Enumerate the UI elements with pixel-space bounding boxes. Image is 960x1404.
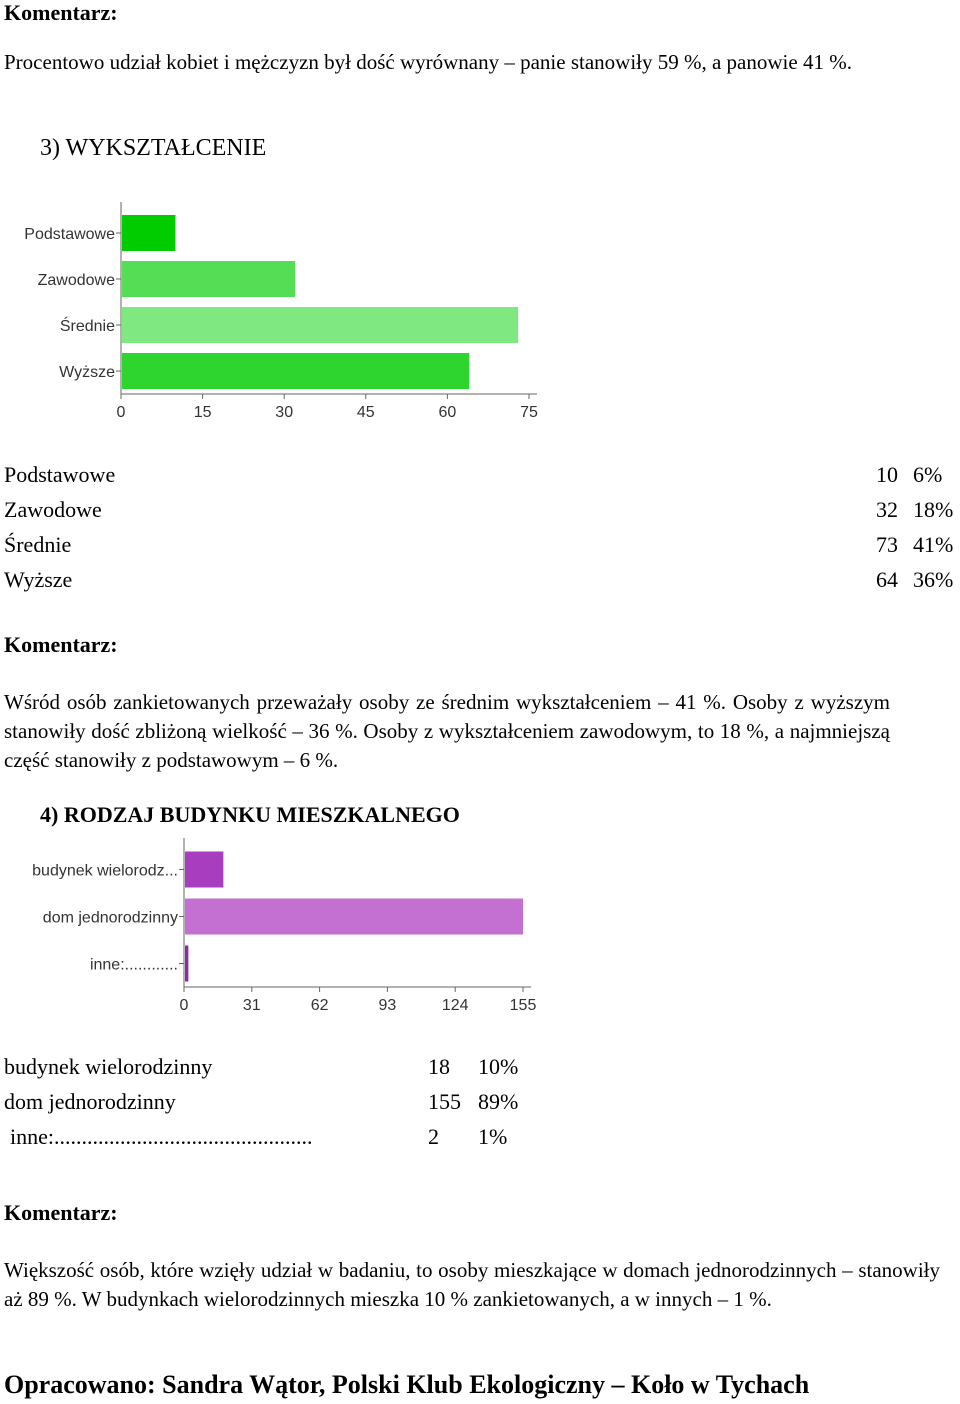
row-count: 18 [428,1054,450,1079]
row-count: 2 [428,1124,439,1149]
row-percent: 6% [913,462,943,487]
category-label: inne:............ [89,956,178,974]
row-label: Średnie [4,532,72,557]
category-label: Zawodowe [37,272,115,289]
tick-label: 75 [520,404,538,421]
row-percent: 89% [478,1089,519,1114]
tick-label: 0 [179,997,189,1014]
row-percent: 1% [478,1124,508,1149]
section3-comment-label: Komentarz: [4,632,118,657]
tick-label: 0 [116,404,126,421]
section3-comment-text: Wśród osób zankietowanych przeważały osoby ze średnim wykształceniem – 41 %. Osoby z wyższym stanowiły dość zbliżoną wielkość – 36 %. Osoby z wykształceniem zawodowym, to 18 %, a najmniejszą część stanowiły z podstawowym – 6 %. [4,690,890,772]
building-table [0,1054,600,1159]
row-percent: 10% [478,1054,519,1079]
category-label: Wyższe [59,364,115,381]
row-count: 155 [428,1089,461,1114]
section3-heading: 3) WYKSZTAŁCENIE [40,135,267,161]
table-row [0,462,960,492]
section4-comment-text: Większość osób, które wzięły udział w badaniu, to osoby mieszkające w domach jednorodzinnych – stanowiły aż 89 %. W budynkach wielorodzinnych mieszka 10 % zankietowanych, a w innych – 1 %. [4,1258,940,1311]
section4-comment-label: Komentarz: [4,1200,118,1225]
row-label: Podstawowe [4,462,116,487]
table-row [0,532,960,562]
education-table [0,462,960,602]
row-label: Wyższe [4,567,73,592]
intro-comment-label: Komentarz: [4,0,118,25]
tick-label: 15 [193,404,212,421]
footer-credit: Opracowano: Sandra Wątor, Polski Klub Ekologiczny – Koło w Tychach [4,1370,810,1399]
category-label: dom jednorodzinny [42,909,178,927]
tick-label: 30 [275,404,294,421]
row-label: budynek wielorodzinny [4,1054,213,1079]
row-count: 64 [876,567,898,592]
table-row [0,1124,600,1154]
bar [122,353,469,389]
tick-label: 60 [438,404,457,421]
category-label: Podstawowe [24,226,115,243]
row-percent: 36% [913,567,954,592]
row-percent: 41% [913,532,954,557]
tick-label: 155 [509,997,537,1014]
bar [122,215,175,251]
education-bar-chart [0,200,560,430]
table-row [0,567,960,597]
category-label: Średnie [59,318,115,335]
row-label: Zawodowe [4,497,102,522]
bar [122,307,518,343]
row-percent: 18% [913,497,954,522]
row-count: 32 [876,497,898,522]
section4-heading: 4) RODZAJ BUDYNKU MIESZKALNEGO [40,802,460,827]
bar [122,261,295,297]
category-label: budynek wielorodz... [32,862,178,880]
tick-label: 45 [356,404,375,421]
table-row [0,1089,600,1119]
table-row [0,1054,600,1084]
row-label: inne:............................................... [10,1124,313,1149]
tick-label: 124 [441,997,469,1014]
building-type-bar-chart [0,838,560,1018]
tick-label: 93 [378,997,397,1014]
bar [185,946,188,982]
tick-label: 31 [242,997,261,1014]
bar [185,899,523,935]
tick-label: 62 [310,997,329,1014]
row-label: dom jednorodzinny [4,1089,176,1114]
table-row [0,497,960,527]
bar [185,852,223,888]
intro-comment-text: Procentowo udział kobiet i mężczyzn był dość wyrównany – panie stanowiły 59 %, a panowie 41 %. [4,50,852,74]
row-count: 10 [876,462,898,487]
row-count: 73 [876,532,898,557]
